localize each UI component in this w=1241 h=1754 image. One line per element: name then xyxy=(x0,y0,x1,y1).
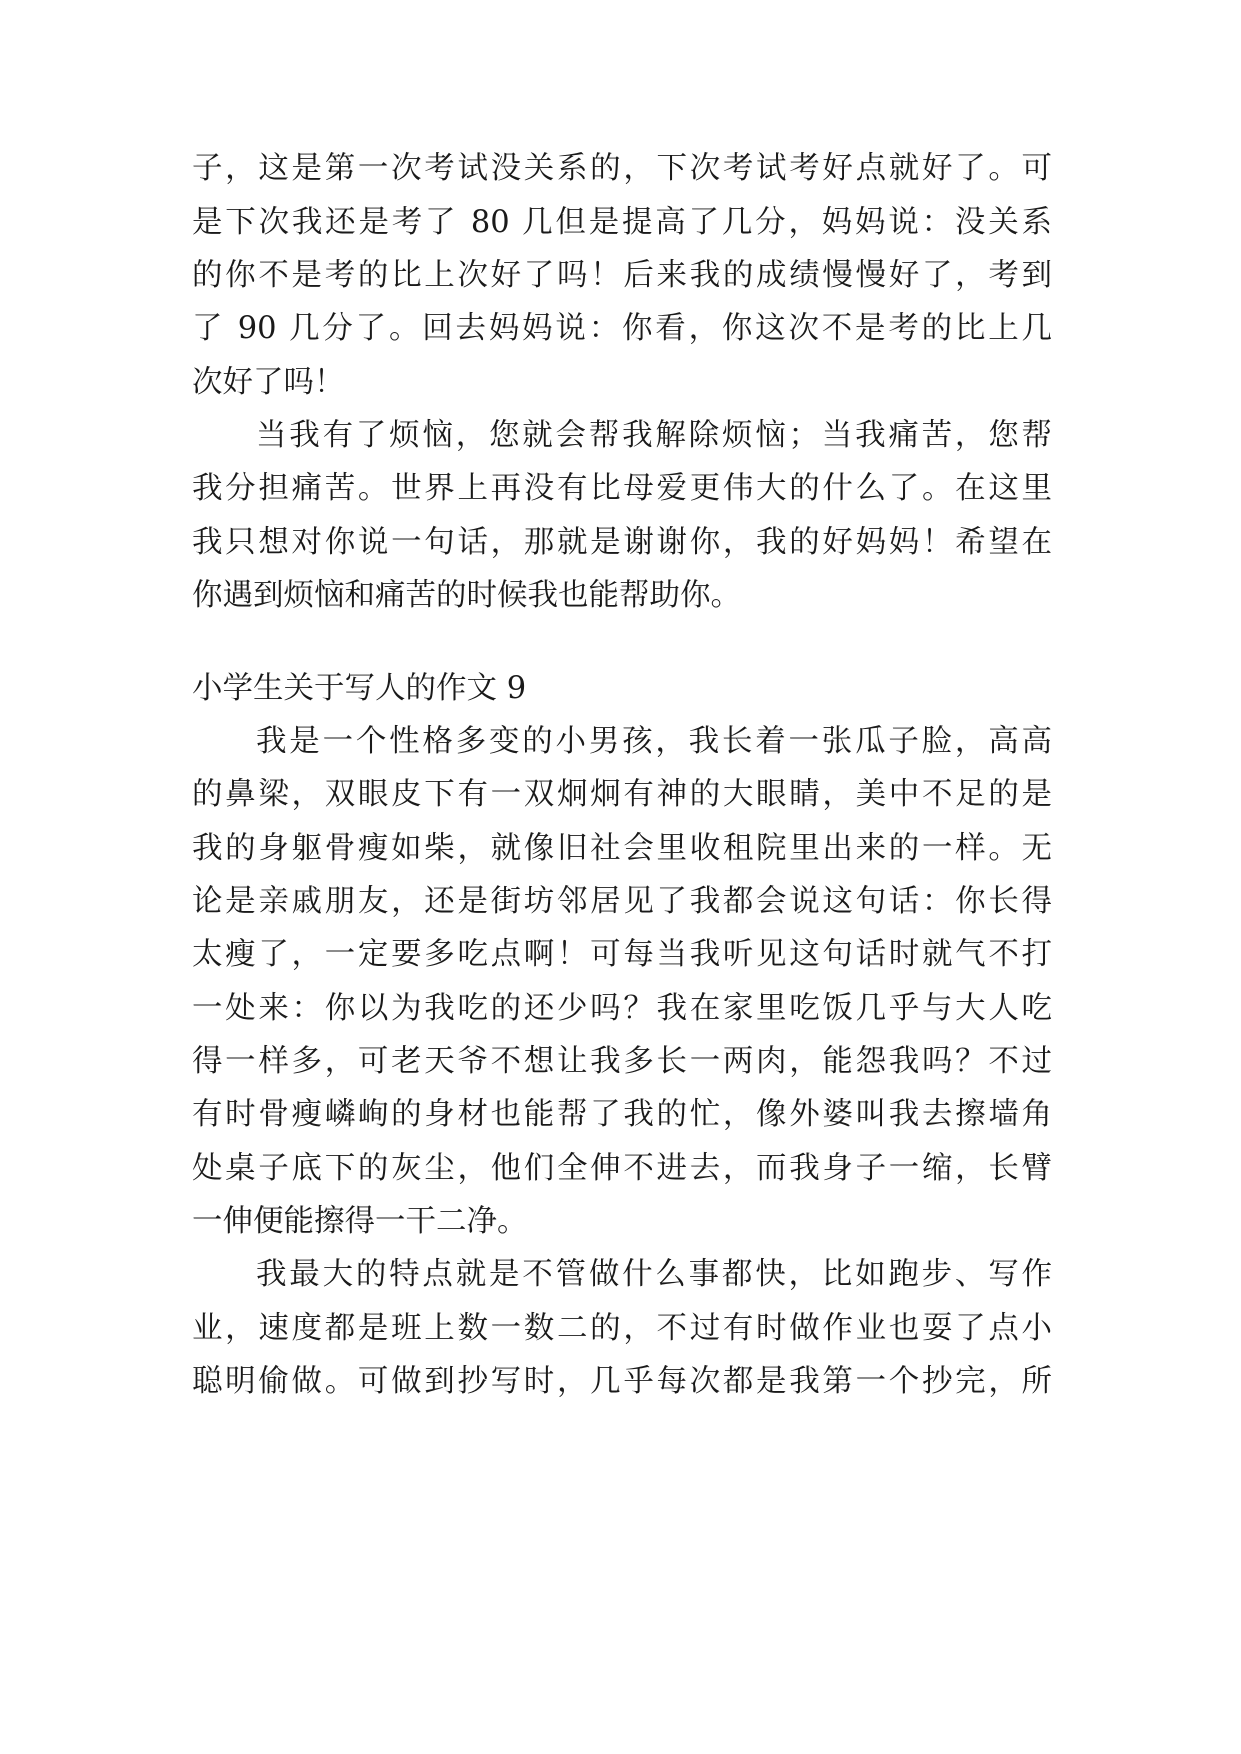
text-line: 我是一个性格多变的小男孩，我长着一张瓜子脸，高高 xyxy=(256,724,1052,759)
text-line: 是下次我还是考了 80 几但是提高了几分，妈妈说：没关系 xyxy=(192,205,1052,240)
text-line: 有时骨瘦嶙峋的身材也能帮了我的忙，像外婆叫我去擦墙角 xyxy=(192,1097,1052,1132)
text-line: 业，速度都是班上数一数二的，不过有时做作业也耍了点小 xyxy=(192,1311,1052,1346)
text-line: 太瘦了，一定要多吃点啊！可每当我听见这句话时就气不打 xyxy=(192,937,1052,972)
section-heading: 小学生关于写人的作文 9 xyxy=(192,671,527,706)
text-line: 我最大的特点就是不管做什么事都快，比如跑步、写作 xyxy=(256,1257,1052,1292)
text-line: 我分担痛苦。世界上再没有比母爱更伟大的什么了。在这里 xyxy=(192,471,1052,506)
text-line: 论是亲戚朋友，还是街坊邻居见了我都会说这句话：你长得 xyxy=(192,884,1052,919)
text-line: 聪明偷做。可做到抄写时，几乎每次都是我第一个抄完，所 xyxy=(192,1364,1052,1399)
text-line: 我的身躯骨瘦如柴，就像旧社会里收租院里出来的一样。无 xyxy=(192,831,1052,866)
text-line: 当我有了烦恼，您就会帮我解除烦恼；当我痛苦，您帮 xyxy=(256,418,1052,453)
text-line: 我只想对你说一句话，那就是谢谢你，我的好妈妈！希望在 xyxy=(192,525,1052,560)
text-line: 次好了吗！ xyxy=(192,365,345,400)
text-line: 你遇到烦恼和痛苦的时候我也能帮助你。 xyxy=(192,578,741,613)
text-line: 得一样多，可老天爷不想让我多长一两肉，能怨我吗？不过 xyxy=(192,1044,1052,1079)
text-line: 一伸便能擦得一干二净。 xyxy=(192,1204,528,1239)
text-line: 处桌子底下的灰尘，他们全伸不进去，而我身子一缩，长臂 xyxy=(192,1151,1052,1186)
text-line: 子，这是第一次考试没关系的，下次考试考好点就好了。可 xyxy=(192,151,1052,186)
text-line: 的鼻梁，双眼皮下有一双炯炯有神的大眼睛，美中不足的是 xyxy=(192,777,1052,812)
text-line: 一处来：你以为我吃的还少吗？我在家里吃饭几乎与大人吃 xyxy=(192,991,1052,1026)
text-line: 了 90 几分了。回去妈妈说：你看，你这次不是考的比上几 xyxy=(192,311,1052,346)
text-line: 的你不是考的比上次好了吗！后来我的成绩慢慢好了，考到 xyxy=(192,258,1052,293)
